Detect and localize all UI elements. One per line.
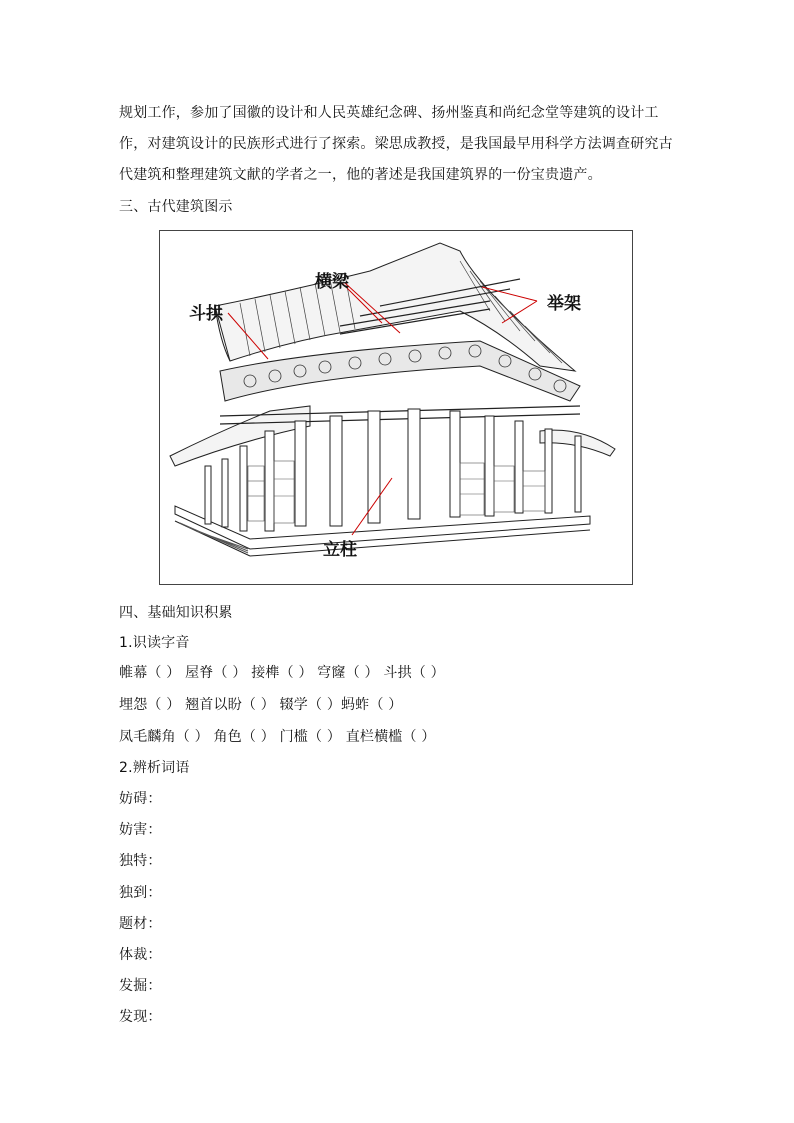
intro-line-3: 代建筑和整理建筑文献的学者之一，他的著述是我国建筑界的一份宝贵遗产。 xyxy=(119,167,602,183)
pronunciation-row-1: 帷幕（ ） 屋脊（ ） 接榫（ ） 穹窿（ ） 斗拱（ ） xyxy=(119,665,445,681)
architecture-figure xyxy=(159,230,633,585)
pronunciation-row-2: 埋怨（ ） 翘首以盼（ ） 辍学（ ）蚂蚱（ ） xyxy=(119,697,403,713)
temple-drawing xyxy=(160,231,632,584)
section4-heading: 四、基础知识积累 xyxy=(119,605,233,621)
word-item: 体裁： xyxy=(119,947,162,963)
pronunciation-heading: 1.识读字音 xyxy=(119,635,190,651)
word-item: 妨害： xyxy=(119,822,162,838)
label-hengliang: 横梁 xyxy=(315,272,349,292)
lattice-windows xyxy=(248,461,545,523)
base-platform xyxy=(175,506,590,549)
intro-line-1: 规划工作，参加了国徽的设计和人民英雄纪念碑、扬州鉴真和尚纪念堂等建筑的设计工 xyxy=(119,105,659,121)
word-item: 发现： xyxy=(119,1009,162,1025)
word-item: 发掘： xyxy=(119,978,162,994)
word-item: 题材： xyxy=(119,916,162,932)
word-item: 独特： xyxy=(119,853,162,869)
section3-heading: 三、古代建筑图示 xyxy=(119,199,233,215)
word-analysis-heading: 2.辨析词语 xyxy=(119,760,190,776)
word-item: 妨碍： xyxy=(119,791,162,807)
label-dougong: 斗拱 xyxy=(189,304,223,324)
intro-line-2: 作，对建筑设计的民族形式进行了探索。梁思成教授，是我国最早用科学方法调查研究古 xyxy=(119,136,673,152)
label-jujia: 举架 xyxy=(547,294,581,314)
pronunciation-row-3: 凤毛麟角（ ） 角色（ ） 门槛（ ） 直栏横槛（ ） xyxy=(119,729,436,745)
word-item: 独到： xyxy=(119,885,162,901)
label-lizhu: 立柱 xyxy=(323,540,357,560)
